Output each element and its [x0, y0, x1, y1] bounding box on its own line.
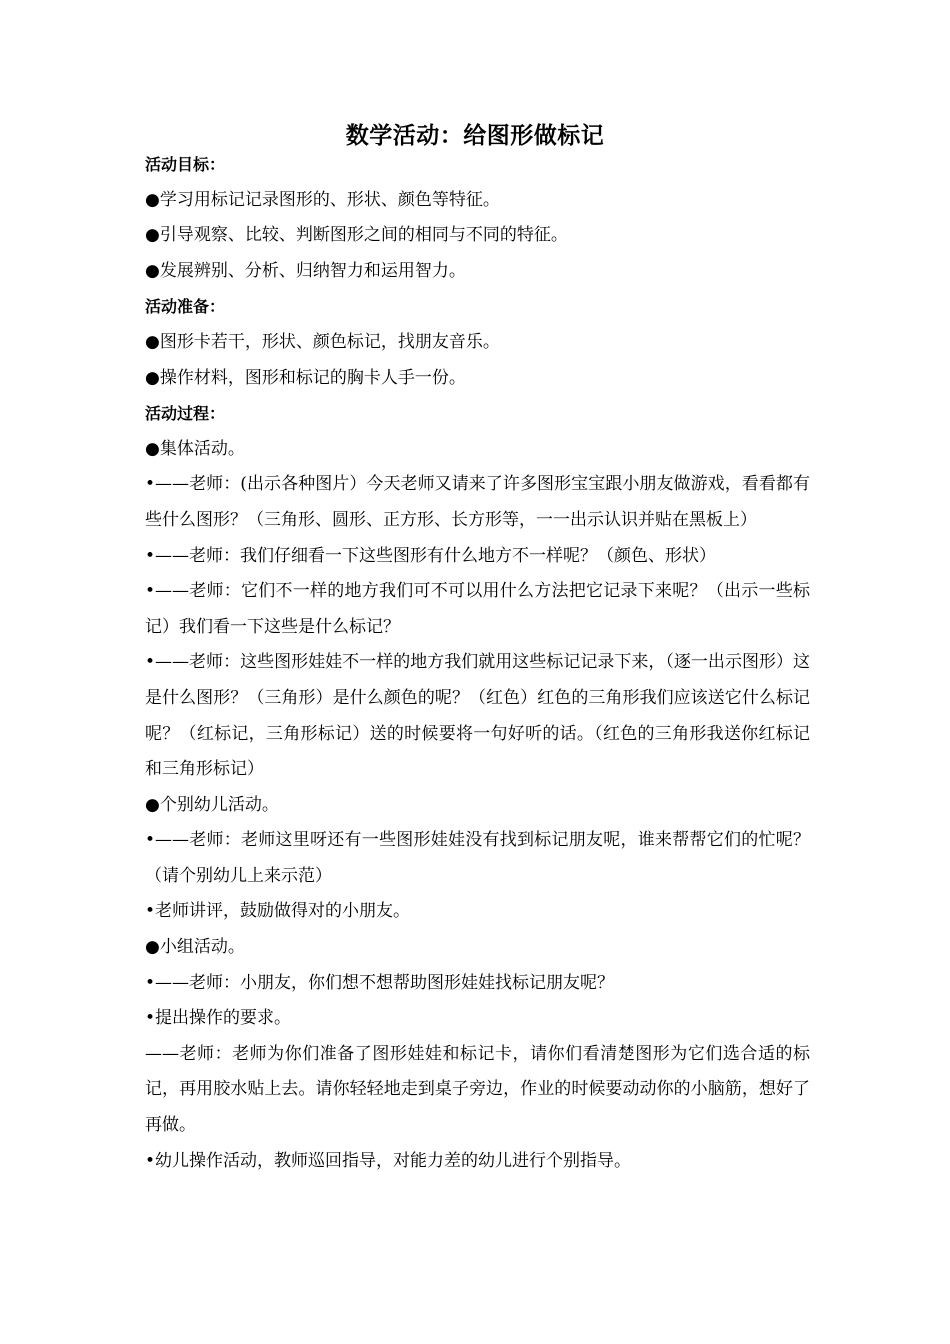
process-paragraph: ——老师：老师为你们准备了图形娃娃和标记卡，请你们看清楚图形为它们选合适的标记，再用胶水贴上去。请你轻轻地走到桌子旁边，作业的时候要动动你的小脑筋，想好了再做。: [145, 1043, 810, 1136]
process-subheading: ●小组活动。: [145, 937, 245, 958]
prep-item: ●图形卡若干，形状、颜色标记，找朋友音乐。: [145, 331, 500, 352]
process-subheading: ●个别幼儿活动。: [145, 794, 279, 815]
section-heading-process: 活动过程：: [145, 404, 226, 424]
process-paragraph: •提出操作的要求。: [145, 1008, 292, 1029]
section-heading-prep: 活动准备：: [145, 297, 226, 317]
goal-item: ●引导观察、比较、判断图形之间的相同与不同的特征。: [145, 225, 568, 246]
goal-item: ●学习用标记记录图形的、形状、颜色等特征。: [145, 189, 500, 210]
document-title: 数学活动：给图形做标记: [345, 123, 605, 149]
process-paragraph: •——老师：老师这里呀还有一些图形娃娃没有找到标记朋友呢，谁来帮帮它们的忙呢？（请个别幼儿上来示范）: [145, 830, 810, 886]
process-paragraph: •老师讲评，鼓励做得对的小朋友。: [145, 901, 411, 922]
process-paragraph: •——老师：这些图形娃娃不一样的地方我们就用这些标记记录下来，（逐一出示图形）这是什么图形？（三角形）是什么颜色的呢？（红色）红色的三角形我们应该送它什么标记呢？（红标记，三角形标记）送的时候要将一句好听的话。（红色的三角形我送你红标记和三角形标记）: [145, 652, 810, 780]
process-subheading: ●集体活动。: [145, 438, 245, 459]
process-paragraph: •幼儿操作活动，教师巡回指导，对能力差的幼儿进行个别指导。: [145, 1150, 632, 1171]
goal-item: ●发展辨别、分析、归纳智力和运用智力。: [145, 260, 466, 281]
document-body: [145, 147, 810, 1179]
prep-item: ●操作材料，图形和标记的胸卡人手一份。: [145, 367, 466, 388]
section-heading-goals: 活动目标：: [145, 155, 226, 174]
process-paragraph: •——老师：它们不一样的地方我们可不可以用什么方法把它记录下来呢？（出示一些标记）我们看一下这些是什么标记？: [145, 581, 810, 637]
process-paragraph: •——老师：(出示各种图片）今天老师又请来了许多图形宝宝跟小朋友做游戏，看看都有些什么图形？（三角形、圆形、正方形、长方形等，一一出示认识并贴在黑板上）: [145, 474, 810, 530]
process-paragraph: •——老师：小朋友，你们想不想帮助图形娃娃找标记朋友呢？: [145, 972, 615, 993]
process-paragraph: •——老师：我们仔细看一下这些图形有什么地方不一样呢？（颜色、形状）: [145, 545, 717, 566]
